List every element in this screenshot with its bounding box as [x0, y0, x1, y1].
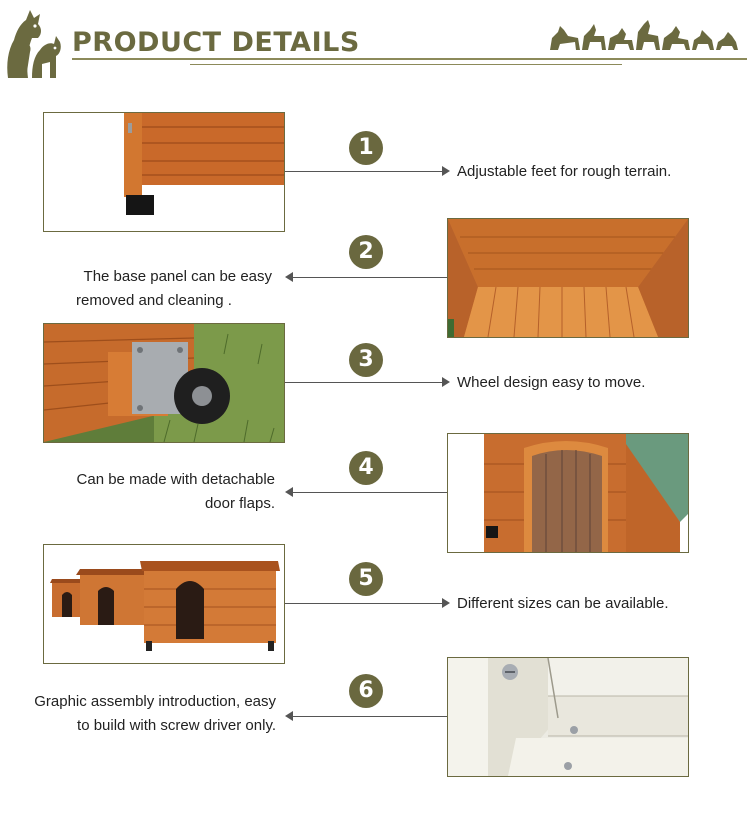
feature-2-caption-line-1: The base panel can be easy — [83, 268, 272, 285]
arrow-left-icon — [285, 487, 293, 497]
step-badge-2: 2 — [349, 235, 383, 269]
arrow-right-icon — [442, 598, 450, 608]
feature-1-photo — [43, 112, 285, 232]
feature-4-photo — [447, 433, 689, 553]
feature-4-caption — [20, 468, 275, 516]
step-badge-5: 5 — [349, 562, 383, 596]
arrow-left-icon — [285, 272, 293, 282]
connector-line-1 — [285, 171, 442, 172]
feature-6-caption-line-2: to build with screw driver only. — [77, 717, 276, 734]
feature-6-photo — [447, 657, 689, 777]
step-badge-6: 6 — [349, 674, 383, 708]
feature-6-caption — [10, 690, 276, 738]
connector-line-5 — [285, 603, 442, 604]
arrow-right-icon — [442, 377, 450, 387]
header-rule-bottom — [190, 64, 622, 65]
feature-5-caption: Different sizes can be available. — [457, 595, 669, 612]
connector-line-6 — [293, 716, 448, 717]
feature-2-caption — [30, 265, 272, 313]
feature-1-caption: Adjustable feet for rough terrain. — [457, 163, 672, 180]
feature-6-caption-line-1: Graphic assembly introduction, easy — [34, 693, 276, 710]
connector-line-4 — [293, 492, 448, 493]
animal-silhouettes-icon — [548, 18, 740, 52]
arrow-left-icon — [285, 711, 293, 721]
connector-line-3 — [285, 382, 442, 383]
feature-5-photo — [43, 544, 285, 664]
feature-3-photo — [43, 323, 285, 443]
header-rule-top — [72, 58, 747, 60]
step-badge-4: 4 — [349, 451, 383, 485]
feature-4-caption-line-1: Can be made with detachable — [76, 471, 275, 488]
connector-line-2 — [293, 277, 448, 278]
page-title: PRODUCT DETAILS — [72, 27, 360, 58]
feature-2-photo — [447, 218, 689, 338]
feature-2-caption-line-2: removed and cleaning . — [76, 292, 232, 309]
header-logo-icon — [2, 4, 64, 80]
step-badge-1: 1 — [349, 131, 383, 165]
feature-4-caption-line-2: door flaps. — [204, 495, 275, 512]
arrow-right-icon — [442, 166, 450, 176]
feature-3-caption: Wheel design easy to move. — [457, 374, 646, 391]
step-badge-3: 3 — [349, 343, 383, 377]
